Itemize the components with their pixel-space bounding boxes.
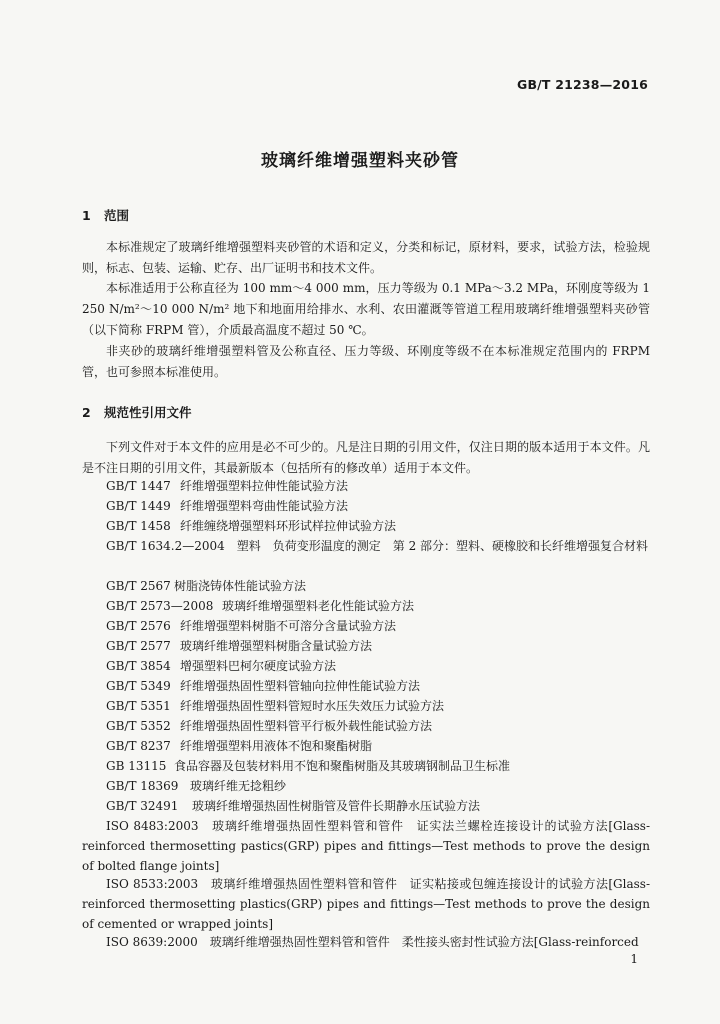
reference-title: 纤维缠绕增强塑料环形试样拉伸试验方法 [180,519,397,533]
section-title: 范围 [104,208,130,223]
reference-title: 食品容器及包装材料用不饱和聚酯树脂及其玻璃钢制品卫生标准 [174,759,511,773]
document-title: 玻璃纤维增强塑料夹砂管 [261,151,459,171]
reference-title: 纤维增强塑料用液体不饱和聚酯树脂 [180,739,373,753]
reference-iso-8639: ISO 8639:2000 玻璃纤维增强热固性塑料管和管件 柔性接头密封性试验方法[Glass-reinforced [106,935,639,949]
reference-code: GB/T 32491 [106,799,179,813]
reference-item [106,516,646,536]
reference-title: 玻璃纤维增强塑料老化性能试验方法 [222,599,415,613]
reference-title: 纤维增强热固性塑料管轴向拉伸性能试验方法 [180,679,421,693]
reference-title: 纤维增强热固性塑料管平行板外载性能试验方法 [180,719,433,733]
reference-title: 纤维增强热固性塑料管短时水压失效压力试验方法 [180,699,445,713]
reference-code: GB/T 5349 [106,679,171,693]
reference-item [106,596,646,616]
reference-item [106,576,646,596]
reference-title: 树脂浇铸体性能试验方法 [174,579,307,593]
reference-item [106,676,646,696]
reference-item [106,776,646,796]
reference-code: GB 13115 [106,759,167,773]
reference-item [106,656,646,676]
reference-code: GB/T 3854 [106,659,171,673]
reference-item [106,756,646,776]
reference-title: 纤维增强塑料树脂不可溶分含量试验方法 [180,619,397,633]
reference-iso-8533: ISO 8533:2003 玻璃纤维增强热固性塑料管和管件 证实粘接或包缠连接设计的试验方法[Glass-reinforced thermosetting plastics(GRP) pipes and fittings—Test methods to prove the design of cemented or wrapped joints] [82,877,650,931]
standard-number: GB/T 21238—2016 [516,77,648,92]
reference-code: GB/T 18369 [106,779,179,793]
reference-code: GB/T 5351 [106,699,171,713]
section-heading-references [82,403,192,421]
section-title: 规范性引用文件 [104,405,192,420]
reference-title: 增强塑料巴柯尔硬度试验方法 [180,659,337,673]
reference-title: 纤维增强塑料拉伸性能试验方法 [180,479,349,493]
section-heading-scope [82,206,129,224]
reference-item [106,796,646,816]
reference-title: 玻璃纤维增强塑料树脂含量试验方法 [180,639,373,653]
reference-item [106,496,646,516]
reference-code: GB/T 2573—2008 [106,599,214,613]
reference-title: 纤维增强塑料弯曲性能试验方法 [180,499,349,513]
section-number: 1 [82,208,91,223]
reference-code: GB/T 2567 [106,579,171,593]
page-number: 1 [630,952,638,966]
references-intro: 下列文件对于本文件的应用是必不可少的。凡是注日期的引用文件，仅注日期的版本适用于本文件。凡是不注日期的引用文件，其最新版本（包括所有的修改单）适用于本文件。 [82,440,650,475]
scope-paragraph-1: 本标准规定了玻璃纤维增强塑料夹砂管的术语和定义，分类和标记，原材料，要求，试验方法，检验规则，标志、包装、运输、贮存、出厂证明书和技术文件。 [82,240,650,275]
reference-code: GB/T 5352 [106,719,171,733]
reference-item [106,616,646,636]
section-number: 2 [82,405,91,420]
reference-code: GB/T 8237 [106,739,171,753]
reference-title: 玻璃纤维无捻粗纱 [190,779,287,793]
reference-item-1634: GB/T 1634.2—2004 塑料 负荷变形温度的测定 第 2 部分：塑料、硬橡胶和长纤维增强复合材料 [106,539,649,553]
reference-item [106,736,646,756]
reference-item [106,716,646,736]
reference-code: GB/T 1449 [106,499,171,513]
reference-code: GB/T 1458 [106,519,171,533]
reference-item [106,696,646,716]
reference-code: GB/T 1447 [106,479,171,493]
reference-code: GB/T 2577 [106,639,171,653]
scope-paragraph-3: 非夹砂的玻璃纤维增强塑料管及公称直径、压力等级、环刚度等级不在本标准规定范围内的 FRPM 管，也可参照本标准使用。 [82,344,650,379]
reference-iso-8483: ISO 8483:2003 玻璃纤维增强热固性塑料管和管件 证实法兰螺栓连接设计的试验方法[Glass-reinforced thermosetting pastics(GRP) pipes and fittings—Test methods to prove the design of bolted flange joints] [82,819,650,873]
reference-code: GB/T 2576 [106,619,171,633]
reference-title: 玻璃纤维增强热固性树脂管及管件长期静水压试验方法 [192,799,481,813]
reference-item [106,636,646,656]
reference-item [106,476,646,496]
scope-paragraph-2: 本标准适用于公称直径为 100 mm～4 000 mm，压力等级为 0.1 MPa～3.2 MPa，环刚度等级为 1 250 N/m²～10 000 N/m² 地下和地面用给排水、水利、农田灌溉等管道工程用玻璃纤维增强塑料夹砂管（以下简称 FRPM 管），介质最高温度不超过 50 ℃。 [82,281,650,337]
